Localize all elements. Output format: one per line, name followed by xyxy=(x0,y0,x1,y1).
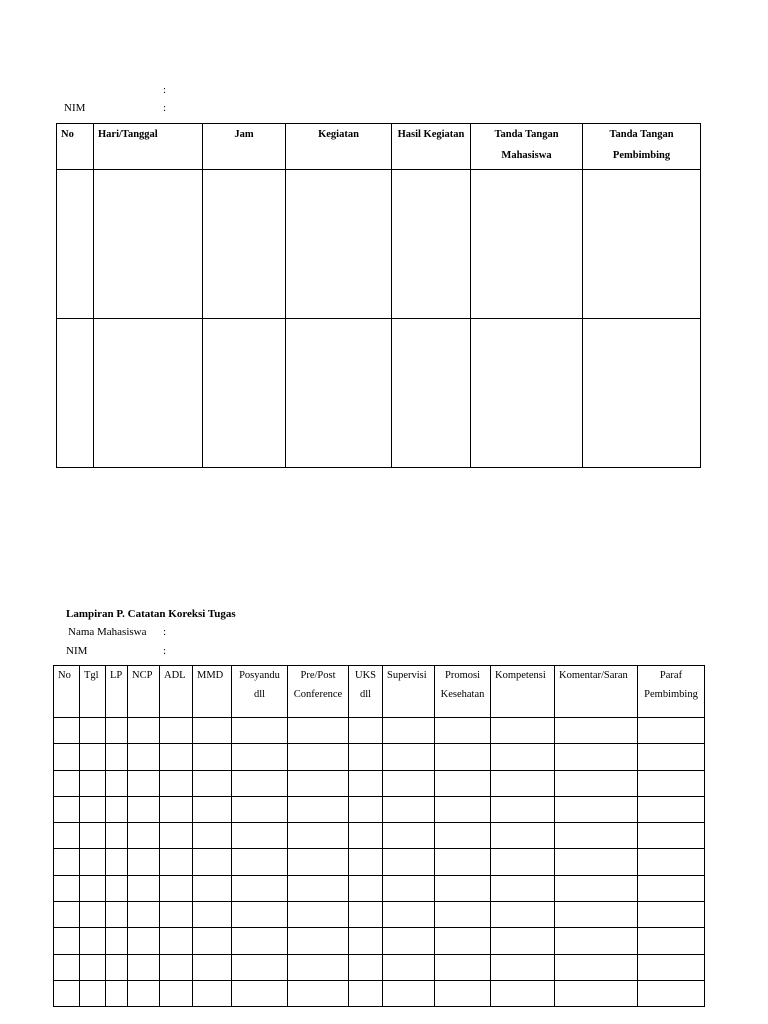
table-cell[interactable] xyxy=(54,823,80,849)
table-cell[interactable] xyxy=(106,744,128,770)
column-header-text: NCP xyxy=(132,670,153,681)
table-cell[interactable] xyxy=(193,849,232,875)
table-cell[interactable] xyxy=(54,744,80,770)
table-row xyxy=(54,823,705,849)
table-cell[interactable] xyxy=(160,770,193,796)
table-cell[interactable] xyxy=(80,928,106,954)
table-cell[interactable] xyxy=(128,902,160,928)
column-header xyxy=(555,666,638,718)
table-cell[interactable] xyxy=(491,744,555,770)
table-cell[interactable] xyxy=(288,875,349,901)
table-cell[interactable] xyxy=(383,849,435,875)
table-cell[interactable] xyxy=(349,744,383,770)
table-cell[interactable] xyxy=(435,770,491,796)
table-cell[interactable] xyxy=(471,319,583,468)
table-cell[interactable] xyxy=(106,796,128,822)
table-cell[interactable] xyxy=(203,170,286,319)
column-header-text: dll xyxy=(253,689,266,700)
table-cell[interactable] xyxy=(555,849,638,875)
nim-colon-2: : xyxy=(163,645,167,657)
column-header xyxy=(583,124,701,170)
table-row xyxy=(57,319,701,468)
table-cell[interactable] xyxy=(383,718,435,744)
table-cell[interactable] xyxy=(106,823,128,849)
table-cell[interactable] xyxy=(106,928,128,954)
table-cell[interactable] xyxy=(286,319,392,468)
table-cell[interactable] xyxy=(57,319,94,468)
column-header xyxy=(288,666,349,718)
table-cell[interactable] xyxy=(638,954,705,980)
table-cell[interactable] xyxy=(160,849,193,875)
table-cell[interactable] xyxy=(638,875,705,901)
table-cell[interactable] xyxy=(94,170,203,319)
table-cell[interactable] xyxy=(232,744,288,770)
table-cell[interactable] xyxy=(383,744,435,770)
column-header xyxy=(106,666,128,718)
table-cell[interactable] xyxy=(54,875,80,901)
column-header xyxy=(491,666,555,718)
table-cell[interactable] xyxy=(80,823,106,849)
table-cell[interactable] xyxy=(435,796,491,822)
table-cell[interactable] xyxy=(80,770,106,796)
column-header-text: Conference xyxy=(293,689,343,700)
table-cell[interactable] xyxy=(203,319,286,468)
table-cell[interactable] xyxy=(128,770,160,796)
column-header xyxy=(128,666,160,718)
table-cell[interactable] xyxy=(193,796,232,822)
table-row xyxy=(54,875,705,901)
table-cell[interactable] xyxy=(491,980,555,1006)
table-cell[interactable] xyxy=(288,718,349,744)
table-cell[interactable] xyxy=(94,319,203,468)
table-cell[interactable] xyxy=(491,954,555,980)
column-header-text: Tanda Tangan xyxy=(494,129,559,140)
table-cell[interactable] xyxy=(491,718,555,744)
table-cell[interactable] xyxy=(128,849,160,875)
column-header xyxy=(286,124,392,170)
table-cell[interactable] xyxy=(232,902,288,928)
table-cell[interactable] xyxy=(232,928,288,954)
table-cell[interactable] xyxy=(471,170,583,319)
table-cell[interactable] xyxy=(435,744,491,770)
table-cell[interactable] xyxy=(54,718,80,744)
table-cell[interactable] xyxy=(128,823,160,849)
table-cell[interactable] xyxy=(193,718,232,744)
table-cell[interactable] xyxy=(349,980,383,1006)
column-header-text: Hasil Kegiatan xyxy=(397,129,465,140)
table-cell[interactable] xyxy=(54,980,80,1006)
table-cell[interactable] xyxy=(160,823,193,849)
student-name-label: Nama Mahasiswa xyxy=(68,626,147,638)
table-cell[interactable] xyxy=(160,902,193,928)
table-cell[interactable] xyxy=(555,718,638,744)
table-cell[interactable] xyxy=(383,980,435,1006)
table-cell[interactable] xyxy=(106,770,128,796)
table-cell[interactable] xyxy=(435,928,491,954)
table-cell[interactable] xyxy=(128,875,160,901)
table-cell[interactable] xyxy=(193,954,232,980)
table-cell[interactable] xyxy=(193,875,232,901)
table-cell[interactable] xyxy=(392,319,471,468)
section-title: Lampiran P. Catatan Koreksi Tugas xyxy=(66,608,236,620)
column-header-text: No xyxy=(61,129,74,140)
table-cell[interactable] xyxy=(288,954,349,980)
table-cell[interactable] xyxy=(491,823,555,849)
table-cell[interactable] xyxy=(106,849,128,875)
table-cell[interactable] xyxy=(435,823,491,849)
table-cell[interactable] xyxy=(383,875,435,901)
table-cell[interactable] xyxy=(232,823,288,849)
nim-colon: : xyxy=(163,102,167,114)
table-cell[interactable] xyxy=(435,954,491,980)
table-cell[interactable] xyxy=(491,875,555,901)
column-header-text: Jam xyxy=(234,129,254,140)
student-name-colon: : xyxy=(163,626,167,638)
column-header-text: Pre/Post xyxy=(300,670,336,681)
table-cell[interactable] xyxy=(583,170,701,319)
table-cell[interactable] xyxy=(638,796,705,822)
table-cell[interactable] xyxy=(80,796,106,822)
table-cell[interactable] xyxy=(288,902,349,928)
table-cell[interactable] xyxy=(232,796,288,822)
table-cell[interactable] xyxy=(80,902,106,928)
column-header-text: Mahasiswa xyxy=(501,150,552,161)
table-cell[interactable] xyxy=(638,770,705,796)
table-cell[interactable] xyxy=(555,980,638,1006)
table-cell[interactable] xyxy=(80,875,106,901)
table-row xyxy=(54,770,705,796)
table-cell[interactable] xyxy=(232,980,288,1006)
table-cell[interactable] xyxy=(383,823,435,849)
column-header-text: Pembimbing xyxy=(644,689,698,700)
table-cell[interactable] xyxy=(80,744,106,770)
column-header-text: ADL xyxy=(164,670,186,681)
table-cell[interactable] xyxy=(638,928,705,954)
table-cell[interactable] xyxy=(288,928,349,954)
table-cell[interactable] xyxy=(638,718,705,744)
table-cell[interactable] xyxy=(491,770,555,796)
column-header-text: MMD xyxy=(197,670,224,681)
table-cell[interactable] xyxy=(286,170,392,319)
table-cell[interactable] xyxy=(193,770,232,796)
column-header-text: Hari/Tanggal xyxy=(98,129,158,140)
table-row xyxy=(54,796,705,822)
table-cell[interactable] xyxy=(555,744,638,770)
table-cell[interactable] xyxy=(383,902,435,928)
table-cell[interactable] xyxy=(128,954,160,980)
table-cell[interactable] xyxy=(383,796,435,822)
table-header-row xyxy=(57,124,701,170)
table-cell[interactable] xyxy=(160,928,193,954)
task-correction-table xyxy=(53,665,705,1007)
table-cell[interactable] xyxy=(349,954,383,980)
column-header xyxy=(232,666,288,718)
column-header xyxy=(638,666,705,718)
table-cell[interactable] xyxy=(106,980,128,1006)
table-row xyxy=(54,718,705,744)
table-cell[interactable] xyxy=(435,849,491,875)
table-cell[interactable] xyxy=(583,319,701,468)
table-cell[interactable] xyxy=(232,875,288,901)
column-header-text: Kompetensi xyxy=(495,670,546,681)
column-header-text: Pembimbing xyxy=(612,150,671,161)
table-cell[interactable] xyxy=(193,902,232,928)
column-header-text: Komentar/Saran xyxy=(559,670,628,681)
table-cell[interactable] xyxy=(54,849,80,875)
table-cell[interactable] xyxy=(160,744,193,770)
table-cell[interactable] xyxy=(638,849,705,875)
column-header-text: UKS xyxy=(354,670,376,681)
column-header xyxy=(471,124,583,170)
table-cell[interactable] xyxy=(349,770,383,796)
table-cell[interactable] xyxy=(349,718,383,744)
column-header-text: Posyandu xyxy=(239,670,280,681)
table-cell[interactable] xyxy=(435,718,491,744)
table-row xyxy=(54,744,705,770)
table-cell[interactable] xyxy=(57,170,94,319)
table-cell[interactable] xyxy=(638,902,705,928)
table-cell[interactable] xyxy=(80,954,106,980)
table-cell[interactable] xyxy=(128,718,160,744)
column-header xyxy=(383,666,435,718)
column-header xyxy=(349,666,383,718)
table-cell[interactable] xyxy=(349,875,383,901)
table-cell[interactable] xyxy=(54,954,80,980)
table-cell[interactable] xyxy=(555,954,638,980)
table-row xyxy=(57,170,701,319)
table-cell[interactable] xyxy=(392,170,471,319)
column-header-text: Kegiatan xyxy=(318,129,359,140)
table-cell[interactable] xyxy=(106,718,128,744)
table-cell[interactable] xyxy=(383,770,435,796)
table-cell[interactable] xyxy=(193,744,232,770)
table-cell[interactable] xyxy=(491,849,555,875)
column-header-text: Tanda Tangan xyxy=(609,129,674,140)
table-cell[interactable] xyxy=(128,980,160,1006)
table-cell[interactable] xyxy=(555,902,638,928)
table-cell[interactable] xyxy=(349,928,383,954)
table-cell[interactable] xyxy=(555,875,638,901)
table-cell[interactable] xyxy=(193,980,232,1006)
column-header-text: Supervisi xyxy=(387,670,427,681)
table-cell[interactable] xyxy=(491,902,555,928)
table-row xyxy=(54,980,705,1006)
table-cell[interactable] xyxy=(288,770,349,796)
table-cell[interactable] xyxy=(128,796,160,822)
column-header xyxy=(435,666,491,718)
name-colon: : xyxy=(163,84,167,96)
column-header xyxy=(392,124,471,170)
table-cell[interactable] xyxy=(160,718,193,744)
table-cell[interactable] xyxy=(128,744,160,770)
table-cell[interactable] xyxy=(106,875,128,901)
table-cell[interactable] xyxy=(638,744,705,770)
table-row xyxy=(54,954,705,980)
table-cell[interactable] xyxy=(106,954,128,980)
column-header-text: No xyxy=(58,670,71,681)
table-cell[interactable] xyxy=(80,718,106,744)
table-cell[interactable] xyxy=(54,902,80,928)
table-cell[interactable] xyxy=(349,823,383,849)
table-cell[interactable] xyxy=(383,954,435,980)
table-cell[interactable] xyxy=(638,980,705,1006)
table-cell[interactable] xyxy=(160,954,193,980)
column-header xyxy=(203,124,286,170)
table-header-row xyxy=(54,666,705,718)
table-cell[interactable] xyxy=(106,902,128,928)
column-header xyxy=(193,666,232,718)
table-cell[interactable] xyxy=(128,928,160,954)
table-cell[interactable] xyxy=(54,928,80,954)
table-cell[interactable] xyxy=(160,796,193,822)
column-header xyxy=(160,666,193,718)
table-cell[interactable] xyxy=(232,849,288,875)
table-cell[interactable] xyxy=(288,849,349,875)
table-cell[interactable] xyxy=(288,980,349,1006)
table-cell[interactable] xyxy=(193,928,232,954)
table-cell[interactable] xyxy=(491,928,555,954)
table-cell[interactable] xyxy=(232,718,288,744)
table-cell[interactable] xyxy=(54,796,80,822)
table-cell[interactable] xyxy=(232,770,288,796)
table-cell[interactable] xyxy=(435,902,491,928)
table-cell[interactable] xyxy=(288,823,349,849)
column-header xyxy=(94,124,203,170)
column-header-text: Paraf xyxy=(659,670,683,681)
table-cell[interactable] xyxy=(555,823,638,849)
table-row xyxy=(54,928,705,954)
table-cell[interactable] xyxy=(555,770,638,796)
table-cell[interactable] xyxy=(160,875,193,901)
table-cell[interactable] xyxy=(555,928,638,954)
column-header-text: LP xyxy=(110,670,123,681)
table-cell[interactable] xyxy=(435,875,491,901)
table-cell[interactable] xyxy=(349,796,383,822)
column-header-text: Promosi xyxy=(444,670,480,681)
column-header xyxy=(54,666,80,718)
table-cell[interactable] xyxy=(383,928,435,954)
table-cell[interactable] xyxy=(54,770,80,796)
table-cell[interactable] xyxy=(349,849,383,875)
table-cell[interactable] xyxy=(232,954,288,980)
table-cell[interactable] xyxy=(491,796,555,822)
table-cell[interactable] xyxy=(555,796,638,822)
column-header xyxy=(57,124,94,170)
table-cell[interactable] xyxy=(193,823,232,849)
column-header-text: Kesehatan xyxy=(440,689,485,700)
table-row xyxy=(54,902,705,928)
nim-label-2: NIM xyxy=(66,645,88,657)
activity-log-table xyxy=(56,123,701,468)
table-cell[interactable] xyxy=(435,980,491,1006)
table-cell[interactable] xyxy=(349,902,383,928)
table-row xyxy=(54,849,705,875)
table-cell[interactable] xyxy=(80,849,106,875)
table-cell[interactable] xyxy=(288,744,349,770)
nim-label: NIM xyxy=(64,102,86,114)
table-cell[interactable] xyxy=(80,980,106,1006)
table-cell[interactable] xyxy=(288,796,349,822)
table-cell[interactable] xyxy=(160,980,193,1006)
column-header xyxy=(80,666,106,718)
column-header-text: dll xyxy=(359,689,372,700)
column-header-text: Tgl xyxy=(84,670,99,681)
table-cell[interactable] xyxy=(638,823,705,849)
